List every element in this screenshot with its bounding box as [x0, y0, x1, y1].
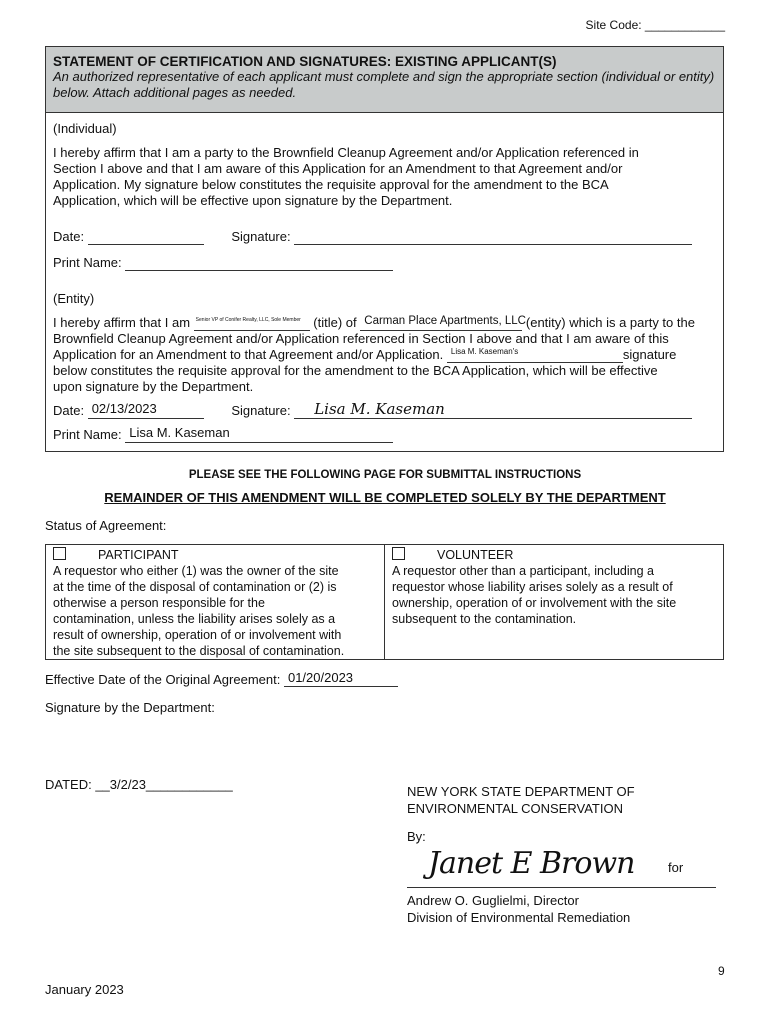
- participant-desc-4: contamination, unless the liability arises solely as a: [53, 612, 336, 626]
- entity-print-name-row: [53, 427, 393, 443]
- by-label: By:: [407, 829, 426, 844]
- section-subtitle: An authorized representative of each applicant must complete and sign the appropriate section (individual or entity) below. Attach additional pages as needed.: [53, 69, 715, 100]
- entity-name-value: Carman Place Apartments, LLC: [364, 315, 526, 327]
- individual-signature-field[interactable]: [294, 230, 692, 245]
- participant-label: PARTICIPANT: [98, 548, 179, 562]
- entity-print-name-label: Print Name:: [53, 427, 122, 442]
- volunteer-desc-2: requestor whose liability arises solely as a result of: [392, 580, 673, 594]
- effective-date-value: 01/20/2023: [287, 670, 354, 685]
- entity-line3-suffix: signature: [622, 347, 677, 362]
- entity-line-5: upon signature by the Department.: [53, 379, 254, 394]
- for-label: for: [668, 860, 684, 875]
- entity-date-value: 02/13/2023: [91, 401, 157, 416]
- entity-line-1: [53, 315, 695, 331]
- entity-name-field[interactable]: [360, 315, 526, 331]
- entity-signature-owner-value: Lisa M. Kaseman's: [450, 347, 519, 356]
- entity-signature-label: Signature:: [231, 403, 291, 418]
- status-table: [45, 544, 724, 660]
- individual-para-2: Section I above and that I am aware of this Application for an Amendment to that Agreement and/or: [53, 161, 623, 176]
- entity-date-label: Date:: [53, 403, 85, 418]
- dept-name-line-2: ENVIRONMENTAL CONSERVATION: [407, 801, 623, 816]
- individual-print-name-label: Print Name:: [53, 255, 122, 270]
- submittal-notice: PLEASE SEE THE FOLLOWING PAGE FOR SUBMITTAL INSTRUCTIONS: [188, 469, 582, 481]
- entity-print-name-field[interactable]: [125, 425, 393, 443]
- entity-signature-field[interactable]: [294, 400, 692, 419]
- volunteer-desc-4: subsequent to the contamination.: [392, 612, 577, 626]
- entity-line3-prefix: Application for an Amendment to that Agreement and/or Application.: [53, 347, 444, 362]
- individual-heading: (Individual): [53, 121, 117, 136]
- dated-field: DATED: __3/2/23____________: [45, 777, 233, 792]
- volunteer-checkbox[interactable]: [392, 547, 405, 560]
- participant-desc-2: at the time of the disposal of contamination or (2) is: [53, 580, 337, 594]
- signer-name: Andrew O. Guglielmi, Director: [407, 893, 579, 908]
- entity-date-field[interactable]: [88, 401, 204, 419]
- remainder-heading: REMAINDER OF THIS AMENDMENT WILL BE COMPLETED SOLELY BY THE DEPARTMENT: [104, 490, 666, 505]
- participant-desc-5: result of ownership, operation of or involvement with: [53, 628, 342, 642]
- entity-title-value: Senior VP of Conifer Realty, LLC, Sole Member: [195, 317, 301, 323]
- dept-name-line-1: NEW YORK STATE DEPARTMENT OF: [407, 784, 635, 799]
- entity-signature-value: Lisa M. Kaseman: [314, 400, 445, 418]
- volunteer-desc-1: A requestor other than a participant, including a: [392, 564, 654, 578]
- entity-suffix: (entity) which is a party to the: [525, 315, 695, 330]
- individual-date-row: [53, 229, 692, 245]
- individual-date-label: Date:: [53, 229, 85, 244]
- participant-desc-6: the site subsequent to the disposal of contamination.: [53, 644, 345, 658]
- dept-signature: Janet E Brown: [428, 846, 635, 881]
- dept-block: [407, 783, 635, 845]
- entity-line-3: [53, 347, 676, 363]
- individual-date-field[interactable]: [88, 230, 204, 245]
- participant-desc-3: otherwise a person responsible for the: [53, 596, 265, 610]
- participant-cell: [46, 545, 385, 659]
- individual-para-4: Application, which will be effective upon signature by the Department.: [53, 193, 453, 208]
- entity-print-name-value: Lisa M. Kaseman: [129, 425, 230, 440]
- entity-heading: (Entity): [53, 291, 95, 306]
- effective-date-field[interactable]: [284, 672, 398, 687]
- section-header: [46, 47, 723, 113]
- entity-signature-owner-field[interactable]: [447, 348, 623, 363]
- entity-line-2: Brownfield Cleanup Agreement and/or Application referenced in Section I above and that I am aware of this: [53, 331, 669, 346]
- individual-para-1: I hereby affirm that I am a party to the Brownfield Cleanup Agreement and/or Application referenced in: [53, 145, 639, 160]
- signer-block: [407, 892, 630, 926]
- volunteer-desc-3: ownership, operation of or involvement with the site: [392, 596, 677, 610]
- certification-section: [45, 46, 724, 452]
- volunteer-label: VOLUNTEER: [437, 548, 514, 562]
- dept-signature-line: [407, 887, 716, 888]
- entity-title-label: (title) of: [313, 315, 357, 330]
- section-title: STATEMENT OF CERTIFICATION AND SIGNATURES: EXISTING APPLICANT(S): [53, 54, 557, 69]
- participant-checkbox[interactable]: [53, 547, 66, 560]
- participant-desc-1: A requestor who either (1) was the owner of the site: [53, 564, 339, 578]
- signer-division: Division of Environmental Remediation: [407, 910, 631, 925]
- status-label: Status of Agreement:: [45, 518, 167, 533]
- entity-date-row: [53, 400, 692, 419]
- individual-para-3: Application. My signature below constitutes the requisite approval for the amendment to the BCA: [53, 177, 609, 192]
- entity-title-field[interactable]: [194, 316, 310, 331]
- footer-date: January 2023: [45, 982, 124, 997]
- page-number: 9: [718, 964, 725, 978]
- individual-print-name-field[interactable]: [125, 256, 393, 271]
- individual-signature-label: Signature:: [231, 229, 291, 244]
- dept-signature-label: Signature by the Department:: [45, 700, 215, 715]
- effective-date-label: Effective Date of the Original Agreement:: [45, 672, 281, 687]
- individual-print-name-row: [53, 255, 393, 271]
- effective-date-row: [45, 672, 398, 687]
- site-code-label: Site Code: ____________: [585, 18, 725, 32]
- entity-affirm-prefix: I hereby affirm that I am: [53, 315, 191, 330]
- entity-line-4: below constitutes the requisite approval for the amendment to the BCA Application, which will be effective: [53, 363, 658, 378]
- volunteer-cell: [385, 545, 723, 659]
